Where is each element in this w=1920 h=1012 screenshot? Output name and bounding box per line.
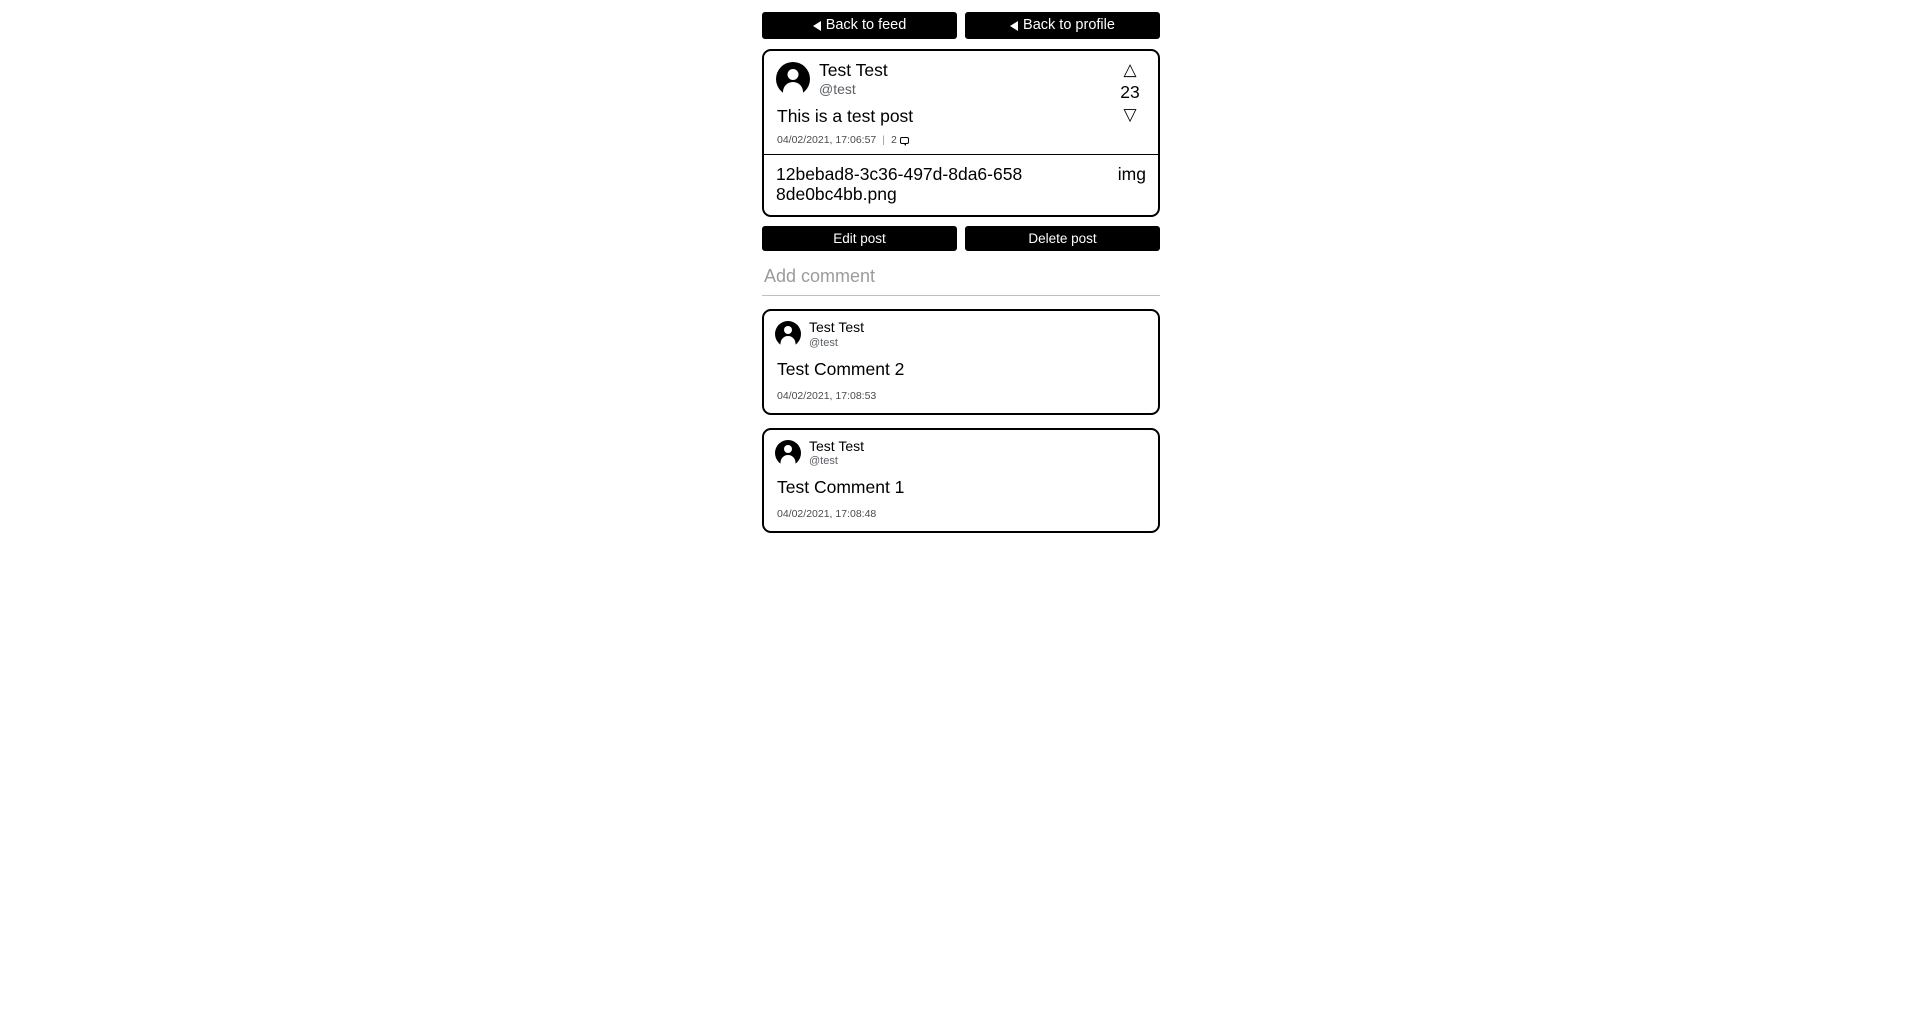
meta-separator: | — [882, 134, 885, 147]
comment-header — [775, 439, 1147, 468]
comment-body-text: Test Comment 1 — [777, 476, 905, 497]
comment-author[interactable] — [809, 320, 864, 349]
comment-author-name: Test Test — [809, 437, 864, 454]
post-comment-count — [891, 134, 909, 146]
avatar — [775, 440, 801, 466]
back-to-profile-label: Back to profile — [1023, 17, 1115, 33]
comment-body-text: Test Comment 2 — [777, 358, 905, 379]
comment-header — [775, 320, 1147, 349]
delete-post-button[interactable]: Delete post — [965, 226, 1160, 251]
edit-post-button[interactable]: Edit post — [762, 226, 957, 251]
comment-timestamp: 04/02/2021, 17:08:53 — [777, 389, 877, 402]
comment-card — [762, 428, 1160, 533]
comment-author-name: Test Test — [809, 319, 864, 336]
top-nav-row — [762, 12, 1160, 39]
vote-controls — [1113, 60, 1147, 124]
comment-card — [762, 309, 1160, 414]
post-main — [764, 51, 1158, 155]
attachment-type-label: img — [1117, 164, 1146, 185]
post-attachment — [764, 155, 1158, 215]
post-timestamp: 04/02/2021, 17:06:57 — [777, 134, 877, 147]
post-card — [762, 49, 1160, 217]
comment-author-handle: @test — [809, 337, 838, 349]
post-author-name: Test Test — [819, 60, 888, 80]
comment-author-handle: @test — [809, 455, 838, 468]
add-comment-field-wrapper — [762, 266, 1160, 296]
avatar — [775, 321, 801, 347]
comment-bubble-icon — [900, 137, 909, 144]
comment-timestamp: 04/02/2021, 17:08:48 — [777, 507, 877, 520]
upvote-icon[interactable]: △ — [1123, 60, 1137, 79]
back-to-profile-button[interactable] — [965, 12, 1160, 39]
comment-author[interactable] — [809, 439, 864, 468]
triangle-left-icon — [813, 21, 821, 31]
triangle-left-icon — [1010, 21, 1018, 31]
post-meta — [776, 134, 1146, 146]
content-column — [762, 12, 1160, 533]
back-to-feed-button[interactable] — [762, 12, 957, 39]
vote-count: 23 — [1120, 82, 1140, 102]
avatar — [776, 62, 810, 96]
post-header — [776, 61, 1146, 97]
attachment-filename[interactable]: 12bebad8-3c36-497d-8da6-6588de0bc4bb.png — [776, 164, 1023, 205]
back-to-feed-label: Back to feed — [825, 17, 907, 33]
post-author[interactable] — [819, 61, 888, 97]
downvote-icon[interactable]: ▽ — [1123, 105, 1137, 124]
add-comment-input[interactable] — [762, 266, 1160, 291]
post-author-handle: @test — [819, 81, 856, 98]
post-comment-count-value: 2 — [891, 134, 897, 147]
post-action-row — [762, 226, 1160, 251]
post-body-text: This is a test post — [777, 106, 914, 127]
